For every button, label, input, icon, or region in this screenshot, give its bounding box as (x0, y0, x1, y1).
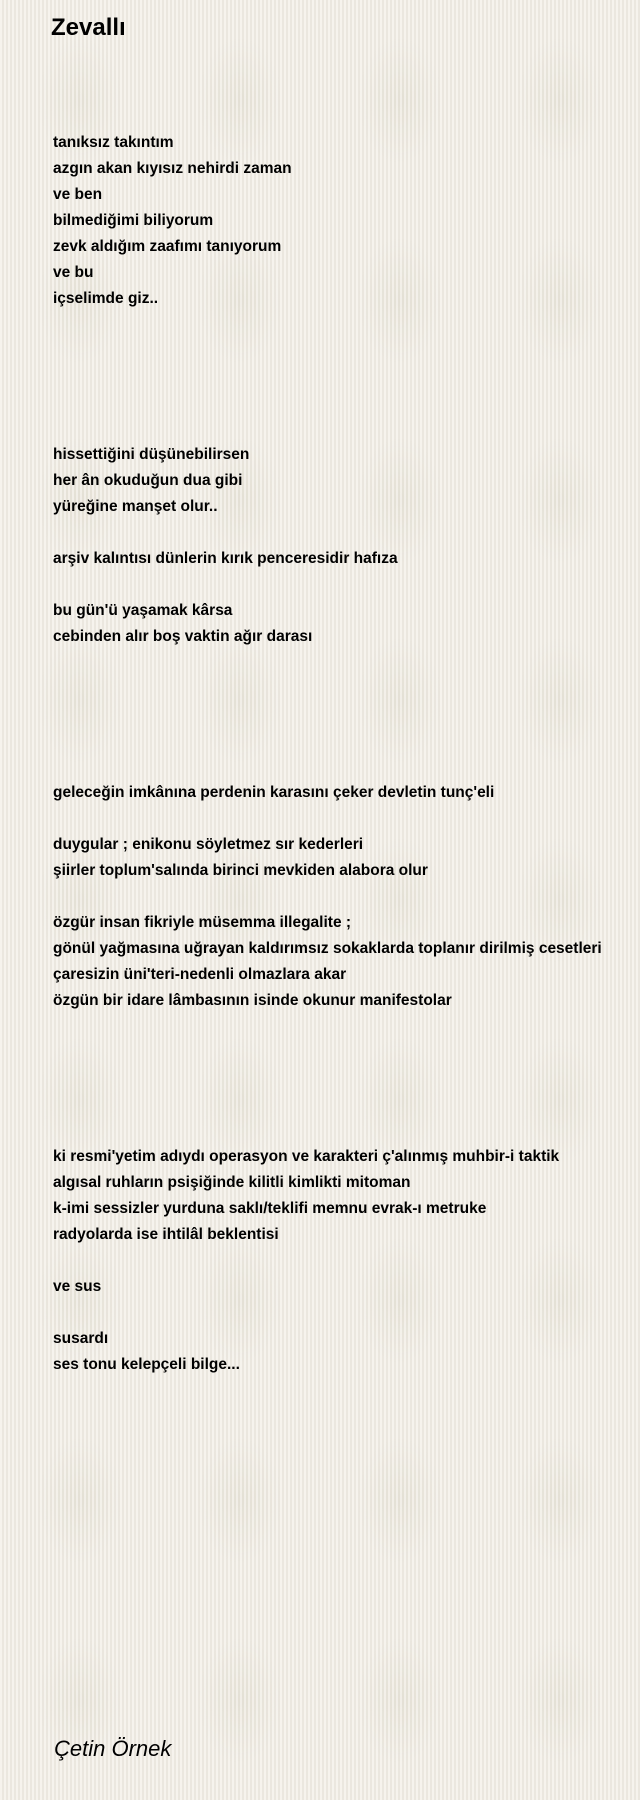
poem-line: yüreğine manşet olur.. (53, 498, 218, 515)
poem-author: Çetin Örnek (54, 1736, 172, 1761)
poem-line: azgın akan kıyısız nehirdi zaman (53, 160, 292, 177)
stanza-8 (53, 1144, 633, 1248)
stanza-6 (53, 832, 633, 884)
poem-line: şiirler toplum'salında birinci mevkiden alabora olur (53, 862, 428, 879)
poem-line: gönül yağmasına uğrayan kaldırımsız sokaklarda toplanır dirilmiş cesetleri (53, 940, 602, 957)
poem-line: ve bu (53, 264, 94, 281)
poem-title: Zevallı (51, 14, 126, 41)
stanza-2 (53, 442, 633, 520)
poem-line: her ân okuduğun dua gibi (53, 472, 243, 489)
poem-line: hissettiğini düşünebilirsen (53, 446, 250, 463)
stanza-7 (53, 910, 633, 1014)
poem-line: duygular ; enikonu söyletmez sır kederleri (53, 836, 364, 853)
poem-line: ve ben (53, 186, 103, 203)
stanza-10 (53, 1326, 633, 1378)
stanza-5 (53, 780, 633, 806)
poem-line: algısal ruhların psişiğinde kilitli kimlikti mitoman (53, 1174, 411, 1191)
poem-line: bu gün'ü yaşamak kârsa (53, 602, 233, 619)
poem-line: zevk aldığım zaafımı tanıyorum (53, 238, 282, 255)
poem-line: içselimde giz.. (53, 290, 159, 307)
poem-line: arşiv kalıntısı dünlerin kırık penceresidir hafıza (53, 550, 398, 567)
poem-body (53, 130, 633, 1378)
poem-line: çaresizin üni'teri-nedenli olmazlara akar (53, 966, 347, 983)
poem-line: radyolarda ise ihtilâl beklentisi (53, 1226, 279, 1243)
stanza-4 (53, 598, 633, 650)
poem-line: bilmediğimi biliyorum (53, 212, 214, 229)
poem-line: cebinden alır boş vaktin ağır darası (53, 628, 313, 645)
poem-line: susardı (53, 1330, 109, 1347)
poem-line: geleceğin imkânına perdenin karasını çeker devletin tunç'eli (53, 784, 495, 801)
poem-line: k-imi sessizler yurduna saklı/teklifi memnu evrak-ı metruke (53, 1200, 487, 1217)
stanza-9 (53, 1274, 633, 1300)
poem-line: özgün bir idare lâmbasının isinde okunur manifestolar (53, 992, 452, 1009)
poem-line: özgür insan fikriyle müsemma illegalite ; (53, 914, 352, 931)
stanza-3 (53, 546, 633, 572)
poem-line: tanıksız takıntım (53, 134, 174, 151)
poem-line: ses tonu kelepçeli bilge... (53, 1356, 240, 1373)
stanza-1 (53, 130, 633, 312)
poem-line: ve sus (53, 1278, 102, 1295)
poem-line: ki resmi'yetim adıydı operasyon ve karakteri ç'alınmış muhbir-i taktik (53, 1148, 560, 1165)
